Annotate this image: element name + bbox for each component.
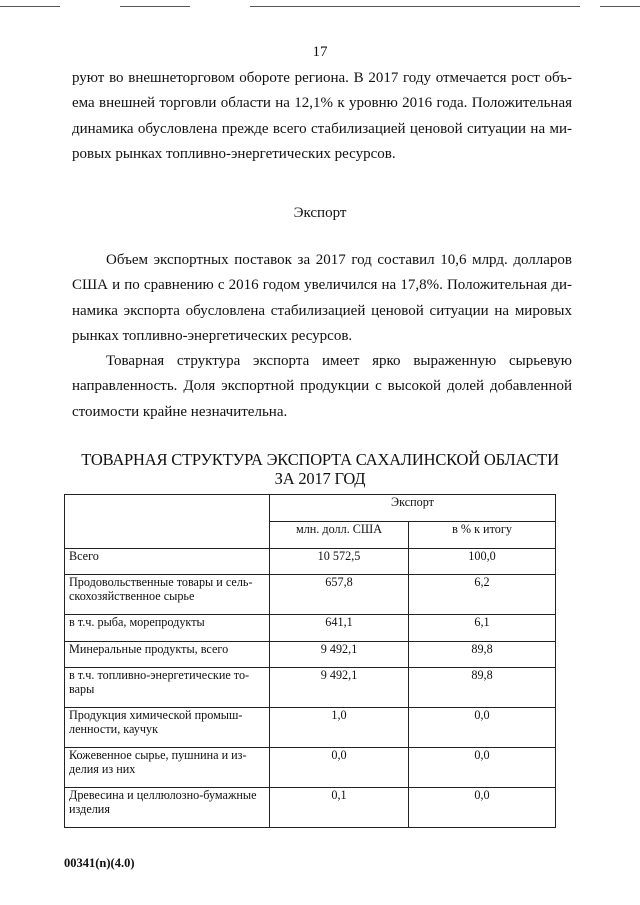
row-percent-cell: 100,0 [409, 549, 556, 575]
row-percent-cell: 6,2 [409, 575, 556, 615]
scan-top-border [0, 6, 640, 8]
group-header-cell: Экспорт [270, 495, 556, 522]
text-line: намика экспорта обусловлена стабилизацией ценовой ситуации на мировых [72, 302, 572, 319]
text-line: рынках топливно-энергетических ресурсов. [72, 327, 353, 344]
table-row [65, 549, 556, 575]
row-name-cell: Кожевенное сырье, пушнина и из-делия из них [65, 748, 270, 788]
page-number: 17 [312, 44, 328, 60]
row-name-cell: в т.ч. рыба, морепродукты [65, 615, 270, 642]
table-row [65, 748, 556, 788]
row-percent-cell: 89,8 [409, 668, 556, 708]
row-value-cell: 0,0 [270, 748, 409, 788]
export-structure-table [64, 494, 556, 828]
paragraph-1 [72, 66, 572, 167]
row-percent-cell: 89,8 [409, 642, 556, 668]
row-percent-cell: 0,0 [409, 788, 556, 828]
row-value-cell: 657,8 [270, 575, 409, 615]
section-heading: Экспорт [293, 205, 347, 221]
table-row [65, 708, 556, 748]
row-value-cell: 1,0 [270, 708, 409, 748]
row-value-cell: 0,1 [270, 788, 409, 828]
table-title-line: ЗА 2017 ГОД [274, 469, 366, 488]
text-line: США и по сравнению с 2016 годом увеличился на 17,8%. Положительная ди- [72, 277, 572, 294]
row-name-cell: Минеральные продукты, всего [65, 642, 270, 668]
row-percent-cell: 0,0 [409, 708, 556, 748]
table-header-row [65, 495, 556, 522]
row-name-cell: Продукция химической промыш-ленности, каучук [65, 708, 270, 748]
table-title [70, 450, 570, 488]
text-line: ровых рынках топливно-энергетических ресурсов. [72, 145, 396, 162]
text-line: руют во внешнеторговом обороте региона. В 2017 году отмечается рост объ- [72, 70, 572, 86]
footer-code: 00341(n)(4.0) [64, 856, 135, 870]
row-value-cell: 9 492,1 [270, 668, 409, 708]
row-name-cell: в т.ч. топливно-энергетические то-вары [65, 668, 270, 708]
table-row [65, 575, 556, 615]
table-row [65, 642, 556, 668]
text-line: Объем экспортных поставок за 2017 год составил 10,6 млрд. долларов [106, 252, 572, 268]
row-name-cell: Всего [65, 549, 270, 575]
text-line: Товарная структура экспорта имеет ярко выраженную сырьевую [106, 353, 572, 369]
text-line: стоимости крайне незначительна. [72, 403, 288, 420]
row-value-cell: 641,1 [270, 615, 409, 642]
col-header-value: млн. долл. США [270, 522, 409, 549]
table-title-line: ТОВАРНАЯ СТРУКТУРА ЭКСПОРТА САХАЛИНСКОЙ ОБЛАСТИ [81, 450, 559, 469]
col-header-percent: в % к итогу [409, 522, 556, 549]
text-line: направленность. Доля экспортной продукции с высокой долей добавленной [72, 378, 572, 395]
row-name-cell: Древесина и целлюлозно-бумажные изделия [65, 788, 270, 828]
row-percent-cell: 6,1 [409, 615, 556, 642]
row-name-cell: Продовольственные товары и сель-скохозяйственное сырье [65, 575, 270, 615]
table-row [65, 615, 556, 642]
paragraph-2 [72, 248, 572, 349]
text-line: динамика обусловлена прежде всего стабилизацией ценовой ситуации на ми- [72, 120, 572, 137]
paragraph-3 [72, 349, 572, 425]
row-percent-cell: 0,0 [409, 748, 556, 788]
row-value-cell: 9 492,1 [270, 642, 409, 668]
header-empty-cell [65, 495, 270, 549]
table-row [65, 788, 556, 828]
table-row [65, 668, 556, 708]
text-line: ема внешней торговли области на 12,1% к уровню 2016 года. Положительная [72, 95, 572, 112]
row-value-cell: 10 572,5 [270, 549, 409, 575]
